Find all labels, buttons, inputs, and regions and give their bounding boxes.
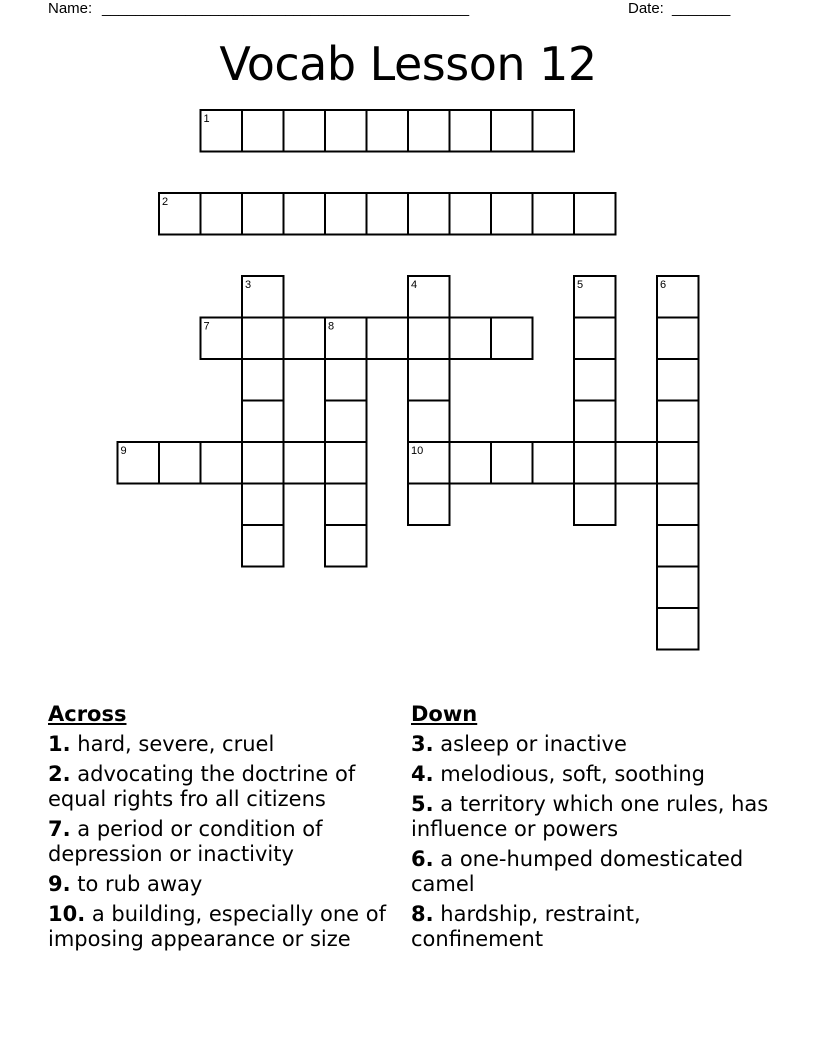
grid-cell[interactable] [325,359,367,401]
across-clue [48,817,408,867]
clue-text: a territory which one rules, has influence or powers [411,792,769,841]
down-clue [411,902,771,952]
clue-text: asleep or inactive [433,732,627,756]
grid-cell[interactable] [491,193,533,235]
clue-number-5: 5 [577,279,584,291]
grid-cell[interactable] [657,567,699,609]
date-blank-line: _______ [672,0,731,17]
clue-text: a one-humped domesticated camel [411,847,744,896]
grid-cell[interactable] [450,442,492,484]
grid-cell[interactable] [657,484,699,526]
clue-text: to rub away [70,872,203,896]
grid-cell[interactable] [242,193,284,235]
clue-number-6: 6 [660,279,667,291]
down-clue [411,792,771,842]
grid-cell[interactable] [325,484,367,526]
grid-cell[interactable] [325,525,367,567]
grid-cell[interactable] [574,401,616,443]
clue-number-4: 4 [411,279,418,291]
clue-text: melodious, soft, soothing [433,762,705,786]
grid-cell[interactable] [574,442,616,484]
name-label: Name: [48,0,93,17]
grid-cell[interactable] [284,318,326,360]
clue-number: 4. [411,762,434,786]
grid-cell[interactable] [242,110,284,152]
grid-cell[interactable] [450,318,492,360]
down-clue-list [411,732,771,952]
clue-number-1: 1 [203,113,210,125]
grid-cell[interactable] [284,442,326,484]
clue-number: 2. [48,762,71,786]
clue-number-7: 7 [203,320,210,333]
clue-number: 10. [48,902,86,926]
clue-number-10: 10 [411,445,424,457]
grid-cell[interactable] [408,484,450,526]
down-clue [411,762,771,787]
clue-number: 3. [411,732,434,756]
grid-cell[interactable] [533,110,575,152]
grid-cell[interactable] [201,442,243,484]
grid-cells [118,110,699,650]
grid-cell[interactable] [408,318,450,360]
clue-number: 9. [48,872,71,896]
grid-cell[interactable] [242,525,284,567]
grid-cell[interactable] [574,359,616,401]
grid-cell[interactable] [408,401,450,443]
clue-number: 5. [411,792,434,816]
grid-cell[interactable] [242,359,284,401]
grid-cell[interactable] [657,608,699,650]
grid-cell[interactable] [325,442,367,484]
grid-cell[interactable] [325,401,367,443]
clue-number: 1. [48,732,71,756]
grid-cell[interactable] [284,193,326,235]
name-blank-line: ____________________________________________ [102,0,470,17]
down-heading: Down [411,702,478,726]
grid-cell[interactable] [657,318,699,360]
across-clue [48,762,408,812]
grid-cell[interactable] [367,110,409,152]
grid-cell[interactable] [201,193,243,235]
page-title: Vocab Lesson 12 [219,37,597,91]
grid-cell[interactable] [657,442,699,484]
down-clue [411,847,771,897]
grid-cell[interactable] [491,110,533,152]
grid-cell[interactable] [242,442,284,484]
across-clue [48,872,408,897]
grid-cell[interactable] [367,193,409,235]
grid-cell[interactable] [242,484,284,526]
grid-cell[interactable] [491,442,533,484]
clue-text: a period or condition of depression or inactivity [48,817,323,866]
clue-text: a building, especially one of imposing appearance or size [48,902,387,951]
across-clue-list [48,732,408,952]
across-clue [48,902,408,952]
grid-cell[interactable] [408,110,450,152]
across-clue [48,732,408,757]
clue-text: advocating the doctrine of equal rights fro all citizens [48,762,356,811]
clue-text: hard, severe, cruel [70,732,275,756]
grid-cell[interactable] [574,484,616,526]
clue-number: 7. [48,817,71,841]
clue-number-8: 8 [328,320,335,333]
clue-number-3: 3 [245,279,252,291]
clue-number-9: 9 [120,445,127,457]
grid-cell[interactable] [159,442,201,484]
clue-text: hardship, restraint, confinement [411,902,641,951]
across-heading: Across [48,702,127,726]
grid-cell[interactable] [450,110,492,152]
grid-cell[interactable] [408,359,450,401]
clue-number-2: 2 [162,196,169,208]
grid-cell[interactable] [408,193,450,235]
down-clue [411,732,771,757]
grid-cell[interactable] [657,525,699,567]
date-label: Date: [628,0,664,17]
grid-cell[interactable] [533,193,575,235]
grid-cell[interactable] [574,193,616,235]
grid-cell[interactable] [616,442,658,484]
grid-cell[interactable] [574,318,616,360]
down-clues [411,702,771,957]
grid-cell[interactable] [242,318,284,360]
clue-number: 6. [411,847,434,871]
grid-cell[interactable] [491,318,533,360]
grid-cell[interactable] [657,359,699,401]
grid-cell[interactable] [242,401,284,443]
grid-cell[interactable] [657,401,699,443]
across-clues [48,702,408,957]
grid-cell[interactable] [533,442,575,484]
grid-cell[interactable] [325,193,367,235]
grid-cell[interactable] [325,110,367,152]
clue-number: 8. [411,902,434,926]
grid-cell[interactable] [367,318,409,360]
grid-cell[interactable] [450,193,492,235]
grid-cell[interactable] [284,110,326,152]
